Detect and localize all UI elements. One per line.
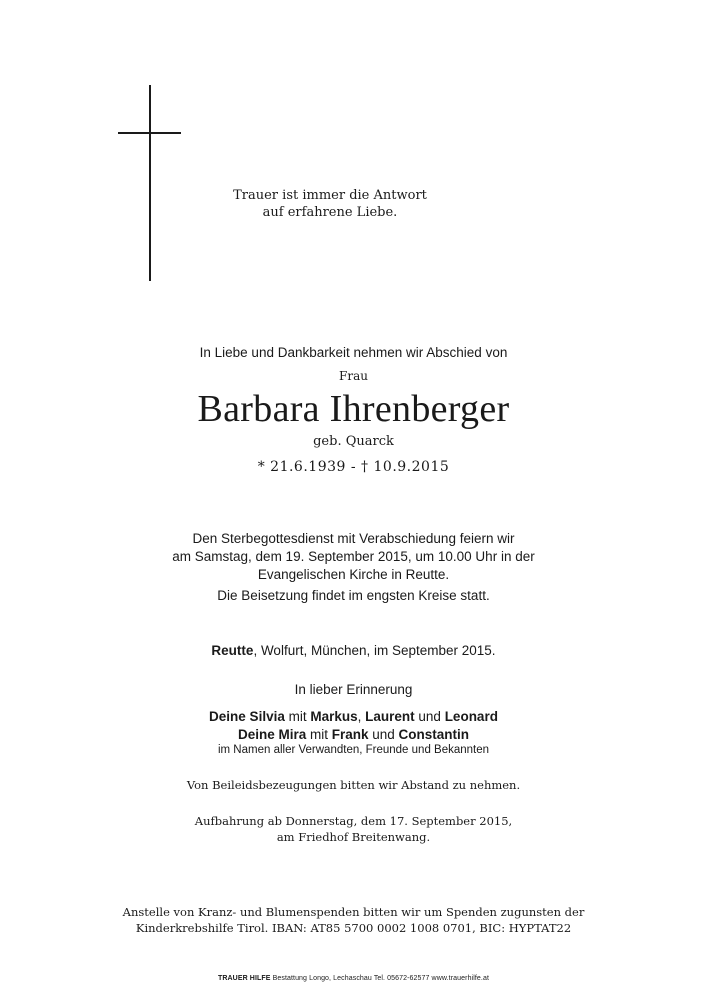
intro-text: In Liebe und Dankbarkeit nehmen wir Abschied von [199,345,508,360]
life-dates: * 21.6.1939 - † 10.9.2015 [257,459,450,475]
family-name: Leonard [444,709,498,724]
deceased-name: Barbara Ihrenberger [197,388,510,430]
viewing-info [0,813,707,845]
donation-info [0,904,707,936]
family-name: Constantin [398,727,470,742]
footer-brand: TRAUER HILFE [218,975,271,982]
family-line-2: Deine Mira mit Frank und Constantin [237,727,470,742]
footer-imprint [0,975,707,982]
service-line-3: Evangelischen Kirche in Reutte. [257,567,450,582]
title-frau: Frau [339,369,368,383]
service-info [0,530,707,584]
motto-line-1: Trauer ist immer die Antwort [233,188,427,203]
condolence-note: Von Beileidsbezeugungen bitten wir Abstand zu nehmen. [186,778,521,792]
family-name: Frank [331,727,369,742]
memory-heading: In lieber Erinnerung [294,682,413,697]
service-line-2: am Samstag, dem 19. September 2015, um 10.00 Uhr in der [172,549,535,564]
family-name: Deine Mira [237,727,307,742]
donation-line-2: Kinderkrebshilfe Tirol. IBAN: AT85 5700 0002 1008 0701, BIC: HYPTAT22 [135,921,572,935]
family-line-1: Deine Silvia mit Markus, Laurent und Leonard [209,709,498,724]
cross-horizontal-bar [118,132,181,134]
motto-quote [230,187,430,221]
donation-line-1: Anstelle von Kranz- und Blumenspenden bitten wir um Spenden zugunsten der [122,905,585,919]
family-name: Laurent [365,709,415,724]
motto-line-2: auf erfahrene Liebe. [262,205,398,220]
place-rest: , Wolfurt, München, im September 2015. [253,643,496,658]
place-highlight: Reutte [211,643,254,658]
service-line-1: Den Sterbegottesdienst mit Verabschiedung feiern wir [192,531,515,546]
viewing-line-2: am Friedhof Breitenwang. [276,830,431,844]
cross-vertical-bar [149,85,151,281]
burial-info: Die Beisetzung findet im engsten Kreise statt. [217,588,490,603]
family-name: Markus [310,709,358,724]
family-line-3: im Namen aller Verwandten, Freunde und Bekannten [217,744,490,756]
viewing-line-1: Aufbahrung ab Donnerstag, dem 17. September 2015, [194,814,513,828]
family-name: Deine Silvia [209,709,285,724]
footer-details: Bestattung Longo, Lechaschau Tel. 05672-62577 www.trauerhilfe.at [270,975,489,982]
place-date-line [0,643,707,658]
birth-name: geb. Quarck [313,434,394,449]
